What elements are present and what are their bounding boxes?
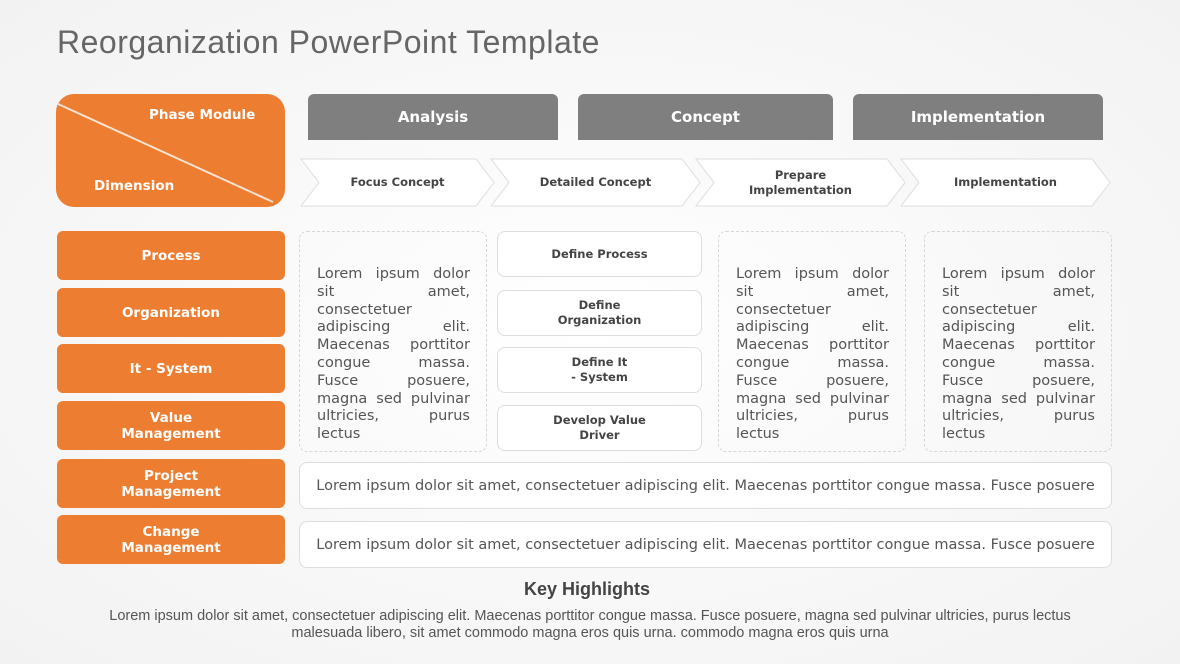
key-highlights-text: Lorem ipsum dolor sit amet, consectetuer adipiscing elit. Maecenas porttitor congue massa. Fusce posuere, magna sed pulvinar ultricies, purus lectus malesuada libero, sit amet commodo magna eros quis urna. commodo magna eros quis urna <box>109 608 1071 641</box>
dimension-value-management: Value Management <box>57 401 285 450</box>
step-detailed-concept <box>490 158 701 207</box>
project-management-row: Lorem ipsum dolor sit amet, consectetuer adipiscing elit. Maecenas porttitor congue massa. Fusce posuere <box>299 462 1112 509</box>
develop-value-driver-box: Develop Value Driver <box>497 405 702 451</box>
page-title: Reorganization PowerPoint Template <box>57 24 600 60</box>
step-label: Detailed Concept <box>539 175 652 189</box>
step-focus-concept <box>300 158 495 207</box>
dimension-it-system: It - System <box>57 344 285 393</box>
phase-implementation: Implementation <box>853 94 1103 140</box>
step-label: Implementation <box>954 175 1057 189</box>
dimension-project-management: Project Management <box>57 459 285 508</box>
step-prepare-implementation <box>695 158 906 207</box>
change-management-row: Lorem ipsum dolor sit amet, consectetuer adipiscing elit. Maecenas porttitor congue massa. Fusce posuere <box>299 521 1112 568</box>
step-label: Focus Concept <box>350 175 445 189</box>
define-it-system-box: Define It - System <box>497 347 702 393</box>
phase-module-label: Phase Module <box>149 107 256 123</box>
key-highlights-title: Key Highlights <box>523 579 650 599</box>
dimension-label: Dimension <box>94 178 175 194</box>
dimension-process: Process <box>57 231 285 280</box>
define-organization-box: Define Organization <box>497 290 702 336</box>
prepare-text-box: Lorem ipsum dolor sit amet, consectetuer adipiscing elit. Maecenas porttitor congue massa. Fusce posuere, magna sed pulvinar ultricies, purus lectus <box>718 231 906 452</box>
dimension-change-management: Change Management <box>57 515 285 564</box>
analysis-text-box: Lorem ipsum dolor sit amet, consectetuer adipiscing elit. Maecenas porttitor congue massa. Fusce posuere, magna sed pulvinar ultricies, purus lectus <box>299 231 487 452</box>
step-implementation <box>900 158 1111 207</box>
implementation-text-box: Lorem ipsum dolor sit amet, consectetuer adipiscing elit. Maecenas porttitor congue massa. Fusce posuere, magna sed pulvinar ultricies, purus lectus <box>924 231 1112 452</box>
phase-dimension-header <box>56 94 285 207</box>
phase-analysis: Analysis <box>308 94 558 140</box>
dimension-organization: Organization <box>57 288 285 337</box>
define-process-box: Define Process <box>497 231 702 277</box>
step-label: Prepare Implementation <box>749 167 852 197</box>
phase-concept: Concept <box>578 94 833 140</box>
